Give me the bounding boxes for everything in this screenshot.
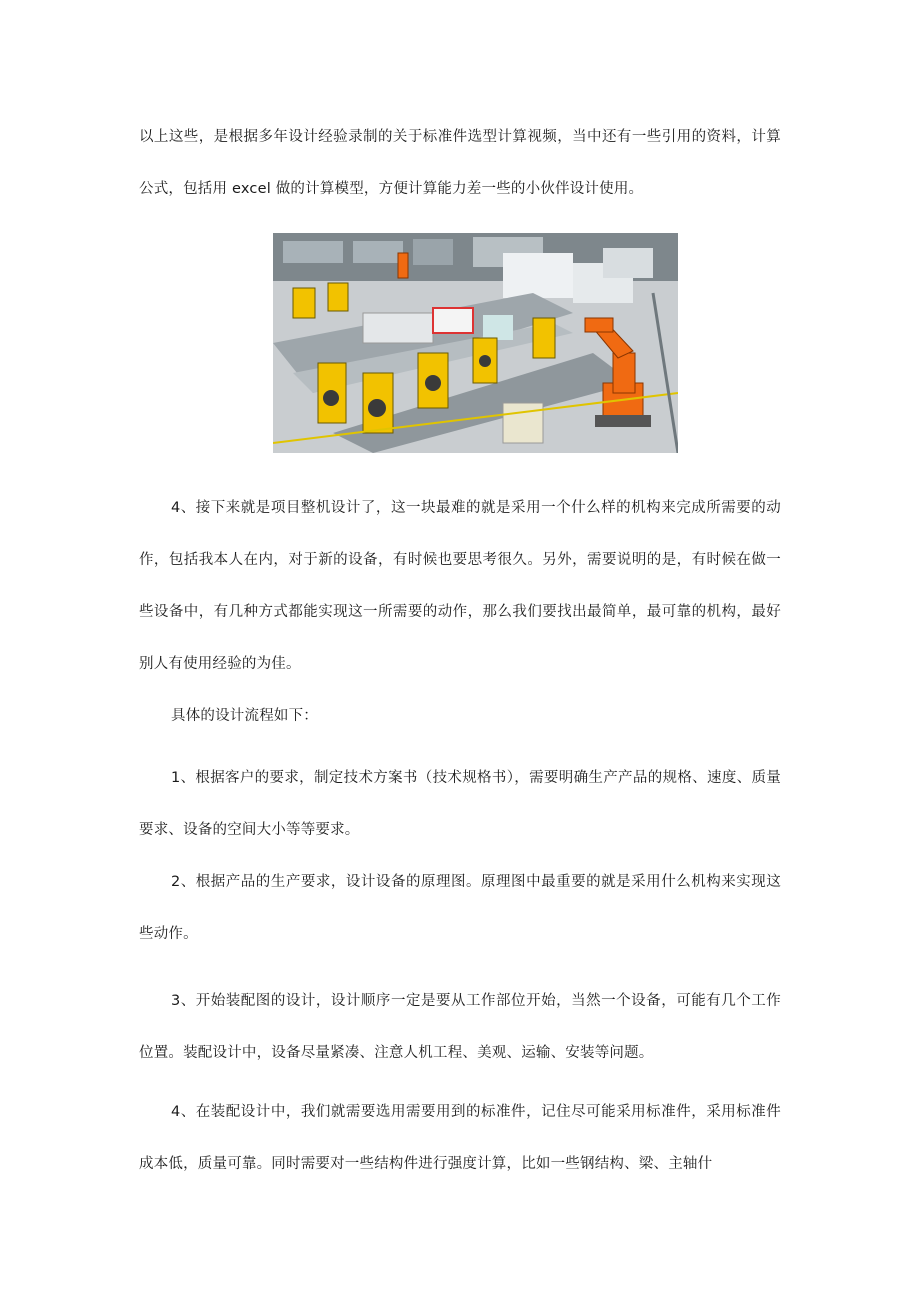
step-4: 4、在装配设计中，我们就需要选用需要用到的标准件，记住尽可能采用标准件，采用标准件成本低，质量可靠。同时需要对一些结构件进行强度计算，比如一些钢结构、梁、主轴什 (139, 1104, 781, 1172)
paragraph-4-intro: 4、接下来就是项目整机设计了，这一块最难的就是采用一个什么样的机构来完成所需要的动作，包括我本人在内，对于新的设备，有时候也要思考很久。另外，需要说明的是，有时候在做一些设备中，有几种方式都能实现这一所需要的动作，那么我们要找出最简单，最可靠的机构，最好别人有使用经验的为佳。 (139, 500, 781, 672)
step-3: 3、开始装配图的设计，设计顺序一定是要从工作部位开始，当然一个设备，可能有几个工作位置。装配设计中，设备尽量紧凑、注意人机工程、美观、运输、安装等问题。 (139, 993, 781, 1061)
step-2: 2、根据产品的生产要求，设计设备的原理图。原理图中最重要的就是采用什么机构来实现这些动作。 (139, 874, 781, 942)
step-1: 1、根据客户的要求，制定技术方案书（技术规格书），需要明确生产产品的规格、速度、质量要求、设备的空间大小等等要求。 (139, 770, 781, 838)
factory-photo (273, 233, 678, 453)
intro-paragraph: 以上这些，是根据多年设计经验录制的关于标准件选型计算视频，当中还有一些引用的资料，计算公式，包括用 excel 做的计算模型，方便计算能力差一些的小伙伴设计使用。 (139, 129, 781, 197)
process-heading: 具体的设计流程如下： (171, 708, 318, 724)
